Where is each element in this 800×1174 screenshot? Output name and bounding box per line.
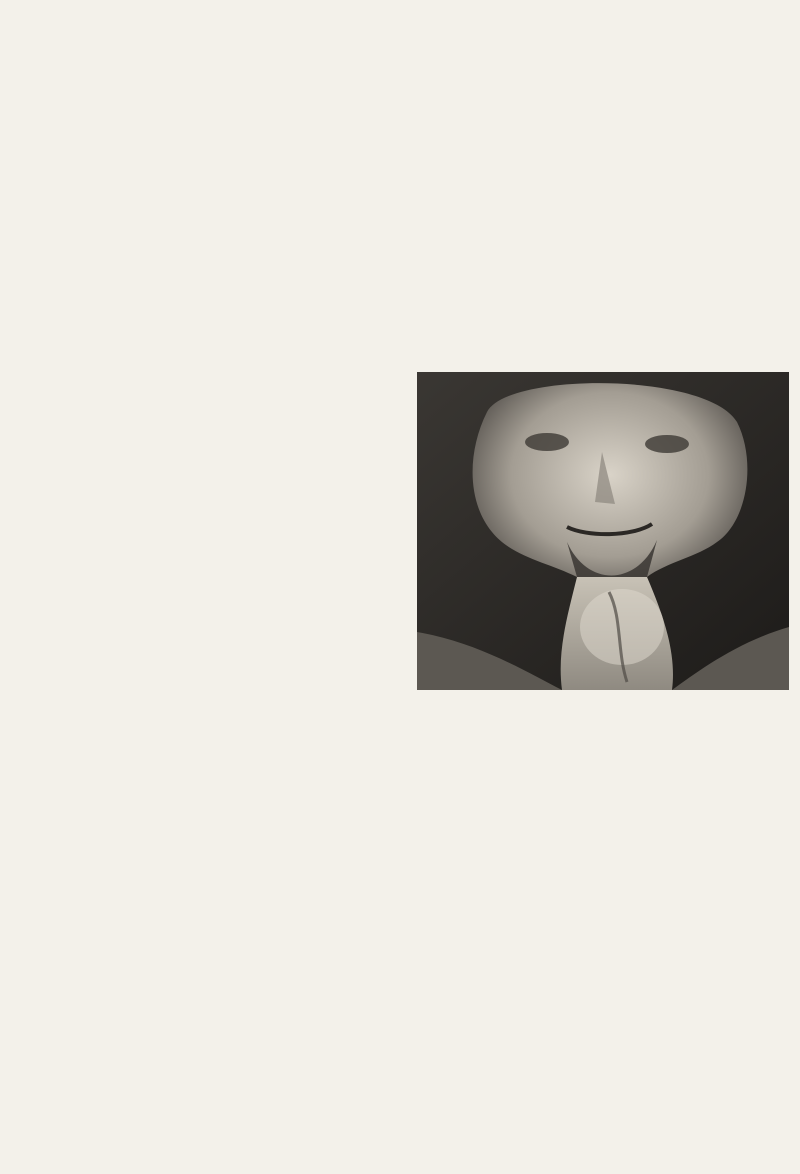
figure-photo <box>417 372 789 690</box>
main-text <box>87 366 789 763</box>
running-header <box>86 55 788 75</box>
figure <box>417 372 789 757</box>
patient-neck-photo <box>417 372 789 690</box>
